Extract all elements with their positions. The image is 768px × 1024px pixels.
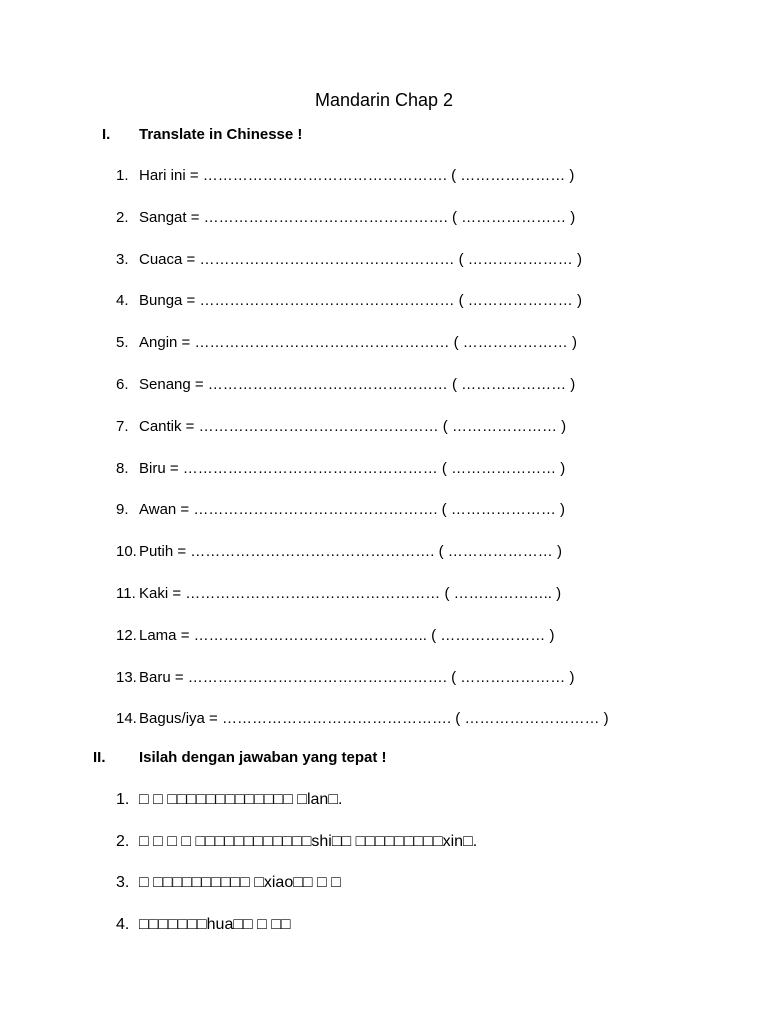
section-1-number: I. (102, 126, 111, 143)
item-text: Sangat = …………………………………………. ( ………………… ) (139, 208, 576, 226)
item-text: □ □ □□□□□□□□□□□□□ □lan□. (139, 791, 343, 808)
section-2-number: II. (93, 749, 106, 766)
item-text: Putih = …………………………………………. ( ………………… ) (139, 543, 562, 561)
item-text: □ □□□□□□□□□□ □xiao□□ □ □ (139, 874, 341, 891)
item-number: 6. (116, 376, 129, 393)
item-text: Lama = ……………………………………….. ( ………………… ) (139, 626, 555, 644)
item-number: 14. (116, 710, 137, 728)
section-1-title: Translate in Chinesse ! (139, 126, 303, 143)
item-text: □ □ □ □ □□□□□□□□□□□□shi□□ □□□□□□□□□xin□. (139, 832, 478, 850)
item-text: Awan = …………………………………………. ( ………………… ) (139, 501, 566, 519)
item-number: 3. (116, 874, 130, 891)
section-2-title: Isilah dengan jawaban yang tepat ! (139, 749, 387, 766)
item-number: 12. (116, 626, 137, 644)
item-text: Baru = ……………………………………………. ( ………………… ) (139, 668, 575, 686)
item-text: Cantik = ………………………………………… ( ………………… ) (139, 417, 567, 435)
item-text: Bunga = …………………………………………… ( ………………… ) (139, 292, 582, 310)
item-text: Biru = …………………………………………… ( ………………… ) (139, 459, 566, 477)
item-number: 2. (116, 208, 129, 226)
item-number: 2. (116, 832, 130, 850)
item-number: 3. (116, 250, 129, 268)
item-number: 4. (116, 292, 129, 310)
item-number: 5. (116, 334, 129, 352)
item-text: Bagus/iya = ………………………………………. ( ……………………… ) (139, 710, 609, 728)
item-number: 4. (116, 915, 130, 933)
item-text: Hari ini = …………………………………………. ( ………………… ) (139, 167, 575, 184)
item-text: Angin = …………………………………………… ( ………………… ) (139, 334, 577, 352)
item-number: 9. (116, 501, 129, 519)
item-text: Kaki = …………………………………………… ( ……………….. ) (139, 585, 562, 602)
item-number: 1. (116, 167, 129, 184)
item-number: 10. (116, 543, 137, 561)
item-text: Cuaca = …………………………………………… ( ………………… ) (139, 250, 582, 268)
item-number: 1. (116, 791, 130, 808)
item-number: 7. (116, 417, 129, 435)
item-text: Senang = ………………………………………… ( ………………… ) (139, 376, 576, 393)
item-number: 13. (116, 668, 137, 686)
item-number: 8. (116, 459, 129, 477)
document-title: Mandarin Chap 2 (314, 90, 454, 110)
item-text: □□□□□□□hua□□ □ □□ (139, 915, 291, 933)
item-number: 11. (116, 585, 136, 602)
